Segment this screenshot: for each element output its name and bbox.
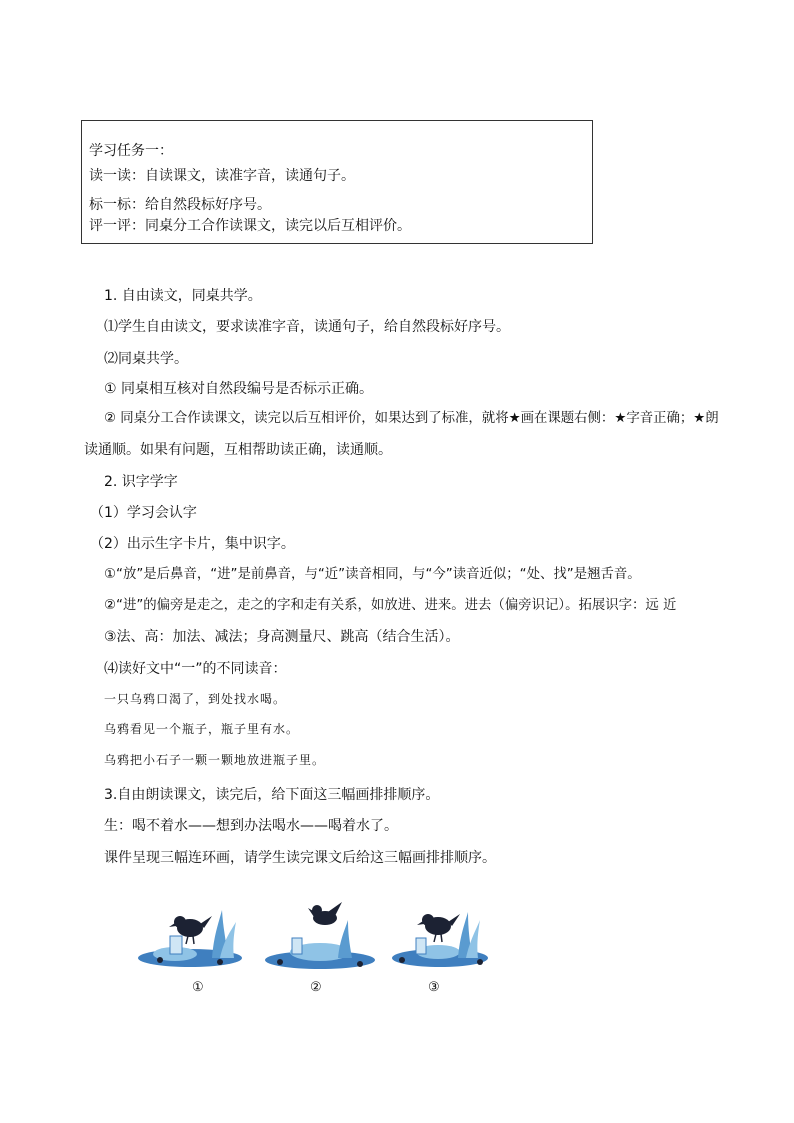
section1-heading: 1. 自由读文，同桌共学。: [104, 288, 262, 304]
sentence-1: 一只乌鸦口渴了，到处找水喝。: [104, 692, 287, 706]
section3-heading: 3.自由朗读课文，读完后，给下面这三幅画排排顺序。: [104, 787, 440, 803]
section1-p4b: 读通顺。如果有问题，互相帮助读正确，读通顺。: [84, 442, 392, 458]
section1-p4a: ② 同桌分工合作读课文，读完以后互相评价，如果达到了标准，就将★画在课题右侧：★字音正确；★朗: [104, 411, 719, 426]
picture-caption-1: ①: [192, 980, 204, 995]
crow-picture-3: [392, 912, 488, 967]
crow-picture-1: [138, 910, 242, 967]
section3-p2: 课件呈现三幅连环画，请学生读完课文后给这三幅画排排顺序。: [104, 850, 496, 866]
task-title: 学习任务一：: [89, 143, 173, 159]
picture-caption-3: ③: [428, 980, 440, 995]
section2-p1: （1）学习会认字: [90, 505, 197, 521]
section2-heading: 2. 识字学字: [104, 474, 178, 490]
section3-p1: 生：喝不着水——想到办法喝水——喝着水了。: [104, 818, 398, 834]
section2-p6: ⑷读好文中“一”的不同读音：: [104, 661, 287, 677]
crow-pictures-svg: [120, 880, 530, 980]
task-line-evaluate: 评一评：同桌分工合作读课文，读完以后互相评价。: [89, 218, 411, 234]
section1-p1: ⑴学生自由读文，要求读准字音，读通句子，给自然段标好序号。: [104, 319, 510, 335]
section2-p4: ②“进”的偏旁是走之，走之的字和走有关系，如放进、进来。进去（偏旁识记）。拓展识字：远 近: [104, 598, 677, 613]
picture-caption-2: ②: [310, 980, 322, 995]
sentence-3: 乌鸦把小石子一颗一颗地放进瓶子里。: [104, 753, 326, 767]
sentence-2: 乌鸦看见一个瓶子，瓶子里有水。: [104, 722, 300, 736]
crow-picture-2: [265, 902, 375, 969]
section2-p2: （2）出示生字卡片，集中识字。: [90, 536, 295, 552]
comic-strip: [120, 880, 530, 1006]
task-line-read: 读一读：自读课文，读准字音，读通句子。: [89, 168, 355, 184]
section2-p3: ①“放”是后鼻音，“进”是前鼻音，与“近”读音相同，与“今”读音近似；“处、找”是翘舌音。: [104, 567, 641, 582]
task-line-mark: 标一标：给自然段标好序号。: [89, 197, 271, 213]
section2-p5: ③法、高：加法、减法；身高测量尺、跳高（结合生活）。: [104, 629, 460, 645]
section1-p3: ① 同桌相互核对自然段编号是否标示正确。: [104, 381, 373, 397]
section1-p2: ⑵同桌共学。: [104, 351, 188, 367]
